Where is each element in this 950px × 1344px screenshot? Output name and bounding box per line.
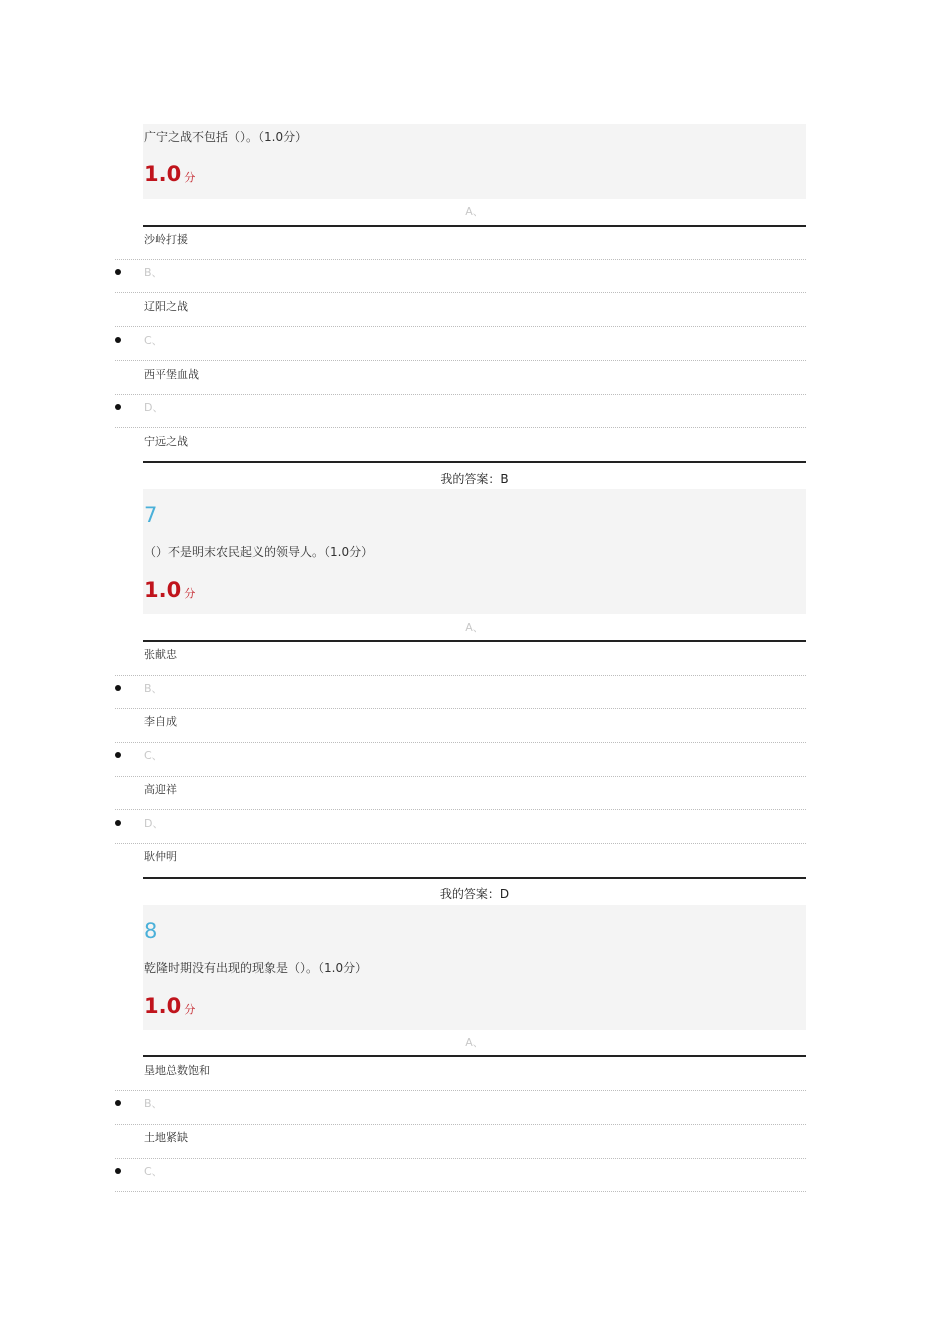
option-text[interactable]: 张献忠 bbox=[144, 648, 177, 661]
bullet-icon bbox=[115, 820, 121, 826]
question-header-8 bbox=[143, 905, 806, 1030]
option-letter-a: A、 bbox=[465, 205, 484, 218]
options-bottom-rule bbox=[143, 877, 806, 879]
bullet-icon bbox=[115, 337, 121, 343]
option-text[interactable]: 李自成 bbox=[144, 715, 177, 728]
my-answer: 我的答案：B bbox=[440, 472, 509, 486]
option-text[interactable]: 西平堡血战 bbox=[144, 368, 199, 381]
my-answer: 我的答案：D bbox=[439, 887, 510, 901]
option-letter: D、 bbox=[144, 817, 164, 830]
option-divider bbox=[115, 326, 806, 327]
option-divider bbox=[115, 708, 806, 709]
option-text[interactable]: 宁远之战 bbox=[144, 435, 188, 448]
option-letter: B、 bbox=[144, 266, 163, 279]
option-divider bbox=[115, 843, 806, 844]
score-unit: 分 bbox=[184, 587, 196, 600]
option-text[interactable]: 耿仲明 bbox=[144, 850, 177, 863]
option-text[interactable]: 土地紧缺 bbox=[144, 1131, 188, 1144]
bullet-icon bbox=[115, 752, 121, 758]
option-divider bbox=[115, 1124, 806, 1125]
score-unit: 分 bbox=[184, 1003, 196, 1016]
bullet-icon bbox=[115, 685, 121, 691]
option-text[interactable]: 沙岭打援 bbox=[144, 233, 188, 246]
option-letter: B、 bbox=[144, 1097, 163, 1110]
option-letter: C、 bbox=[144, 1165, 163, 1178]
option-divider bbox=[115, 675, 806, 676]
bullet-icon bbox=[115, 1168, 121, 1174]
question-score bbox=[144, 992, 195, 1024]
options-bottom-rule bbox=[143, 461, 806, 463]
option-letter: C、 bbox=[144, 334, 163, 347]
option-letter: C、 bbox=[144, 749, 163, 762]
option-text[interactable]: 垦地总数饱和 bbox=[144, 1064, 210, 1077]
question-text: 乾隆时期没有出现的现象是（）。（1.0分） bbox=[144, 961, 368, 975]
score-unit: 分 bbox=[184, 171, 196, 184]
question-header-6 bbox=[143, 124, 806, 199]
question-score bbox=[144, 576, 195, 608]
options-top-rule bbox=[143, 225, 806, 227]
option-divider bbox=[115, 1191, 806, 1192]
option-text[interactable]: 高迎祥 bbox=[144, 783, 177, 796]
question-score bbox=[144, 160, 195, 192]
option-divider bbox=[115, 360, 806, 361]
score-value: 1.0 bbox=[144, 162, 182, 186]
question-header-7 bbox=[143, 489, 806, 614]
option-letter: B、 bbox=[144, 682, 163, 695]
bullet-icon bbox=[115, 1100, 121, 1106]
option-divider bbox=[115, 776, 806, 777]
option-divider bbox=[115, 742, 806, 743]
option-letter: D、 bbox=[144, 401, 164, 414]
option-divider bbox=[115, 394, 806, 395]
bullet-icon bbox=[115, 404, 121, 410]
option-letter-a: A、 bbox=[465, 1036, 484, 1049]
option-text[interactable]: 辽阳之战 bbox=[144, 300, 188, 313]
question-text: 广宁之战不包括（）。（1.0分） bbox=[144, 130, 308, 144]
score-value: 1.0 bbox=[144, 994, 182, 1018]
option-divider bbox=[115, 259, 806, 260]
options-top-rule bbox=[143, 640, 806, 642]
score-value: 1.0 bbox=[144, 578, 182, 602]
option-letter-a: A、 bbox=[465, 621, 484, 634]
option-divider bbox=[115, 1158, 806, 1159]
option-divider bbox=[115, 292, 806, 293]
question-number: 8 bbox=[144, 919, 158, 943]
question-text: （）不是明末农民起义的领导人。（1.0分） bbox=[144, 545, 374, 559]
question-number: 7 bbox=[144, 503, 158, 527]
option-divider bbox=[115, 1090, 806, 1091]
option-divider bbox=[115, 427, 806, 428]
options-top-rule bbox=[143, 1055, 806, 1057]
bullet-icon bbox=[115, 269, 121, 275]
option-divider bbox=[115, 809, 806, 810]
